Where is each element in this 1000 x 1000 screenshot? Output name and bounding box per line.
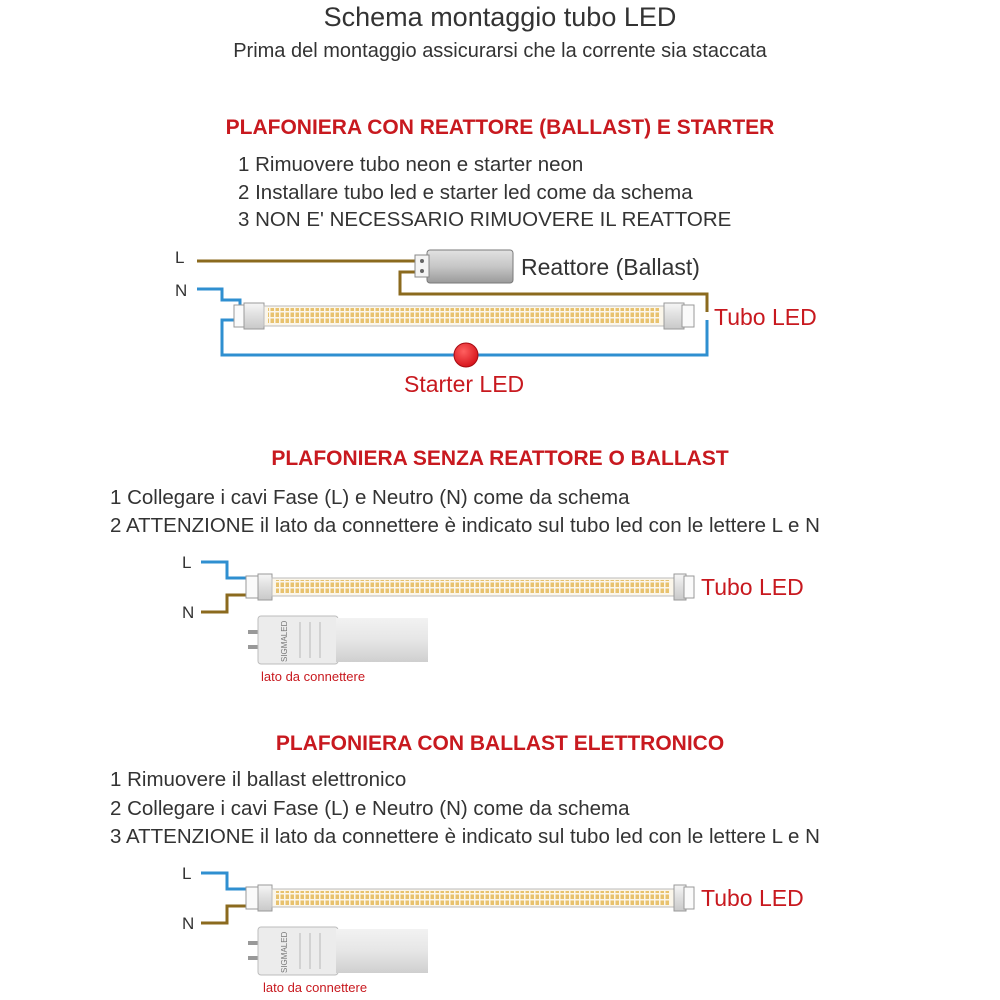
section3-label-n: N	[182, 914, 195, 933]
section3-connect-side-label: lato da connettere	[263, 980, 368, 995]
starter-led-icon	[454, 343, 478, 367]
section2-tube-brand: SIGMALED	[280, 620, 289, 662]
section2-tube-photo	[248, 616, 428, 664]
section1-step-2: 2 Installare tubo led e starter led come da schema	[238, 181, 693, 204]
section2-connect-side-label: lato da connettere	[261, 669, 366, 684]
section3-wiring	[201, 873, 246, 923]
section1-step-3: 3 NON E' NECESSARIO RIMUOVERE IL REATTORE	[238, 208, 732, 231]
page-title: Schema montaggio tubo LED	[323, 2, 677, 32]
section2-wire-blue	[201, 562, 246, 578]
section1-label-n: N	[175, 281, 188, 300]
section3-title: PLAFONIERA CON BALLAST ELETTRONICO	[275, 732, 725, 755]
section2-step-1: 1 Collegare i cavi Fase (L) e Neutro (N) come da schema	[110, 486, 630, 509]
section3-wire-brown	[201, 906, 246, 923]
section3-step-2: 2 Collegare i cavi Fase (L) e Neutro (N) come da schema	[110, 797, 630, 820]
section2-tube-label: Tubo LED	[701, 574, 804, 600]
page-subtitle: Prima del montaggio assicurarsi che la corrente sia staccata	[233, 40, 767, 62]
section1-title: PLAFONIERA CON REATTORE (BALLAST) E STARTER	[225, 116, 775, 139]
ballast-box	[415, 250, 513, 283]
section3-tube-brand: SIGMALED	[280, 931, 289, 973]
section3-step-1: 1 Rimuovere il ballast elettronico	[110, 768, 407, 791]
section3-tube-photo	[248, 927, 428, 975]
section1-step-1: 1 Rimuovere tubo neon e starter neon	[238, 153, 584, 176]
section1-tube-label: Tubo LED	[714, 304, 817, 330]
section1-led-tube	[234, 303, 694, 329]
section2-label-n: N	[182, 603, 195, 622]
section3-step-3: 3 ATTENZIONE il lato da connettere è indicato sul tubo led con le lettere L e N	[110, 825, 820, 848]
section2-title: PLAFONIERA SENZA REATTORE O BALLAST	[271, 447, 729, 470]
section3-tube-label: Tubo LED	[701, 885, 804, 911]
section3-wire-blue	[201, 873, 246, 889]
section3-led-tube	[246, 885, 694, 911]
section2-wiring	[201, 562, 246, 612]
starter-label: Starter LED	[404, 371, 525, 397]
section2-led-tube	[246, 574, 694, 600]
section2-wire-brown	[201, 595, 246, 612]
section1-label-l: L	[175, 248, 185, 267]
section2-step-2: 2 ATTENZIONE il lato da connettere è indicato sul tubo led con le lettere L e N	[110, 514, 820, 537]
section2-label-l: L	[182, 553, 192, 572]
section3-label-l: L	[182, 864, 192, 883]
ballast-label: Reattore (Ballast)	[521, 254, 700, 280]
